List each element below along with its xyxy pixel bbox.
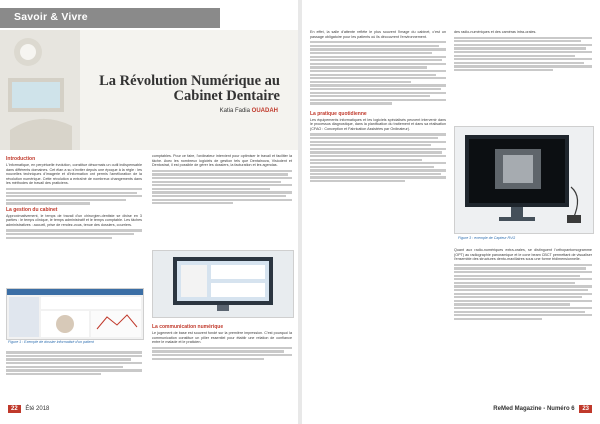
right-page-number: 23 <box>579 405 592 413</box>
right-col2-text: Quant aux radio-numériques extra-orales, se distinguent l'orthopantomogramme (OPT) au radiographie panoramique et le cone beam CBCT permettant de visualiser l'ensemble des structures dento-maxillaires sous une forme tridimensionnelle. <box>454 248 592 262</box>
gestion-text: Approximativement, le temps de travail d'un chirurgien-dentiste se divise en 3 parties : le temps clinique, le temps administratif et le temps comptable. Les tâches administratives : accueil, prise de rendez-vous, tenue des dossiers, courriers. <box>6 213 142 227</box>
right-column-1 <box>310 30 446 184</box>
software-window-illustration <box>7 289 143 339</box>
patient-record-screenshot <box>6 288 144 340</box>
col2-continuation <box>152 170 292 205</box>
pratique-text: Les équipements informatiques et les logiciels spécialisés peuvent intervenir dans le processus diagnostique, dans la planification du traitement et dans sa réalisation (CFAO : Conception et Fabrication Assistées par Ordinateur). <box>310 117 446 131</box>
left-page-number: 22 <box>8 405 21 413</box>
right-col1-continuation <box>310 41 446 104</box>
rvg-sensor-image <box>454 126 594 234</box>
monitor-illustration <box>153 251 293 317</box>
right-footer <box>493 406 592 416</box>
right-column-2-bottom <box>454 248 592 321</box>
section-banner <box>0 8 220 28</box>
left-column-1 <box>6 154 142 240</box>
left-footer <box>8 406 49 416</box>
left-column-2-bottom <box>152 322 292 361</box>
communication-heading: La communication numérique <box>152 324 224 330</box>
right-col2-continuation <box>454 264 592 320</box>
left-column-1-bottom <box>6 350 142 376</box>
pratique-continuation <box>310 133 446 182</box>
right-column-2 <box>454 30 592 73</box>
intro-text: L'informatique, en perpétuelle évolution, constitue désormais un outil indispensable dans différents domaines. Cet élan a su s'inviter depuis une époque à la règle : les nouvelles techniques d'imagerie et d'information ont permis l'amélioration de la révolution numérique. Cette révolution a entraîné de nombreux changements dans les méthodes de travail des praticiens. <box>6 163 142 186</box>
issue-date: Été 2018 <box>25 406 50 412</box>
right-col2-intro: des radio-numériques et des caméras intra-orales. <box>454 30 537 34</box>
hero-image <box>0 30 298 150</box>
right-col1-text: En effet, la salle d'attente reflète le plus souvent l'image du cabinet, c'est un passage obligatoire pour les patients où ils découvrent l'environnement. <box>310 30 446 39</box>
intro-continuation <box>6 188 142 205</box>
figure-1-caption: Figure 1 : Exemple de dossier informatisé d'un patient <box>8 340 94 344</box>
figure-2-caption: Figure 3 : exemple de Capteur RVG <box>458 236 516 240</box>
computer-screen-image <box>152 250 294 318</box>
col2-text: comptables. Pour ce faire, l'ordinateur intervient pour optimiser le travail et faciliter la tâche. Avec les nombreux logiciels de gestion tels que Dentalnova, Visiodent et Dentostrat, il est possible de gérer les dossiers, la facturation et les agendas. <box>152 154 292 168</box>
rvg-monitor-illustration <box>455 127 593 233</box>
right-page <box>302 0 600 424</box>
communication-text: Le jugement de base est souvent fondé sur la première impression. C'est pourquoi la communication constitue un pilier essentiel pour établir une relation de confiance entre le malade et le praticien. <box>152 331 292 345</box>
magazine-name: ReMed Magazine - Numéro 6 <box>493 406 575 412</box>
section-title: Savoir & Vivre <box>14 11 88 23</box>
intro-heading: Introduction <box>6 156 36 162</box>
left-page <box>0 0 298 424</box>
gestion-continuation <box>6 229 142 238</box>
article-author: Katia Fadia OUADAH <box>219 108 278 114</box>
left-column-2 <box>152 154 292 206</box>
article-title: La Révolution Numérique au Cabinet Dentaire <box>99 73 280 104</box>
right-col2-intro-continuation <box>454 37 592 72</box>
pratique-heading: La pratique quotidienne <box>310 110 367 117</box>
gestion-heading: La gestion du cabinet <box>6 206 58 213</box>
